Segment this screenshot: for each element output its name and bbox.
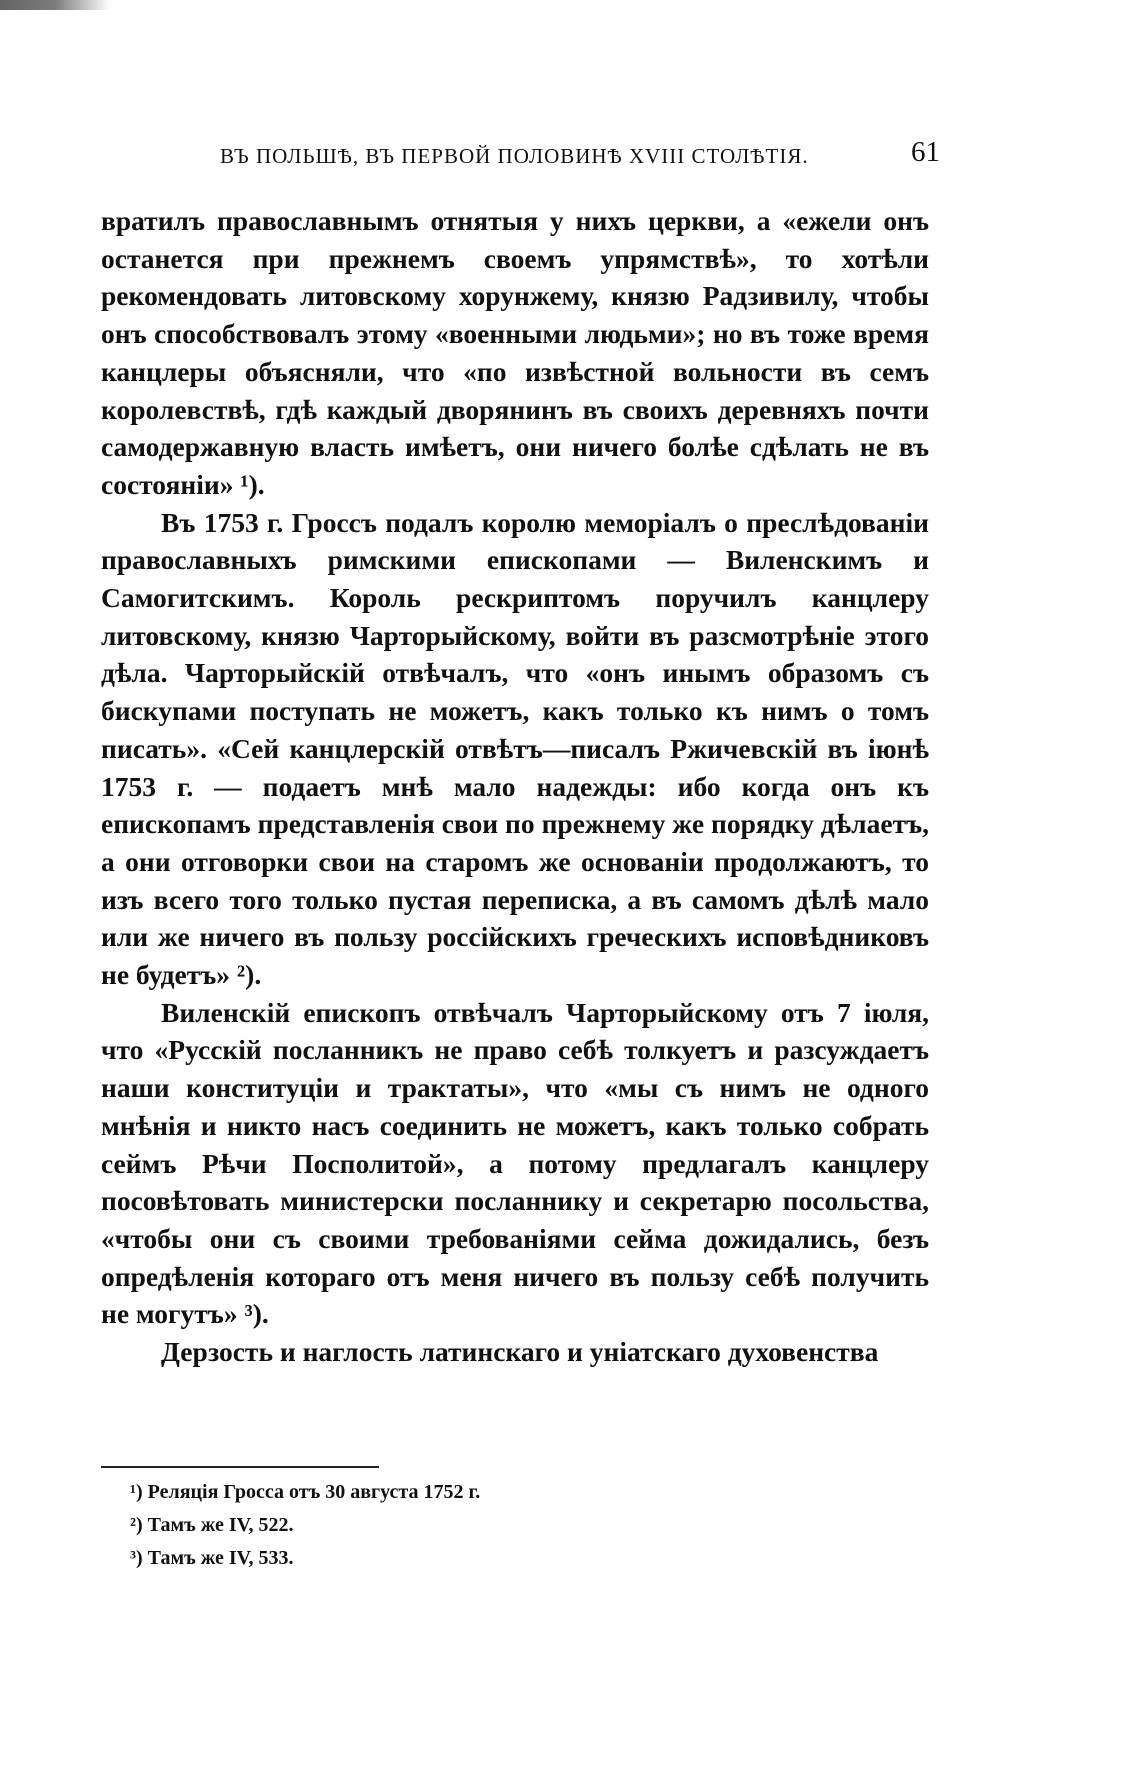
footnote: ²) Тамъ же IV, 522. [130,1514,294,1536]
scan-artifact [0,0,110,10]
running-header [220,136,940,176]
paragraph: Дерзость и наглость латинскаго и уніатскаго духовенства [161,1336,879,1368]
paragraph: Въ 1753 г. Гроссъ подалъ королю меморіалъ о преслѣдованіи православныхъ римскими епископами — Виленскимъ и Самогитскимъ. Король рескриптомъ поручилъ канцлеру литовскому, князю Чарторыйскому, войти въ разсмотрѣніе этого дѣла. Чарторыйскій отвѣчалъ, что «онъ инымъ образомъ съ бискупами поступать не можетъ, какъ только къ нимъ о томъ писать». «Сей канцлерскій отвѣтъ—писалъ Ржичевскій въ іюнѣ 1753 г. — подаетъ мнѣ мало надежды: ибо когда онъ къ епископамъ представленія свои по прежнему же порядку дѣлаетъ, а они отговорки свои на старомъ же основаніи продолжаютъ, то изъ всего того только пустая переписка, а въ самомъ дѣлѣ мало или же ничего въ пользу россійскихъ греческихъ исповѣдниковъ не будетъ» ²). [101,506,929,991]
footnotes [130,1476,890,1575]
footnote: ¹) Реляція Гросса отъ 30 августа 1752 г. [130,1481,481,1503]
page-number: 61 [911,136,940,168]
footnote: ³) Тамъ же IV, 533. [130,1547,294,1569]
body-text [101,202,929,1371]
running-title: ВЪ ПОЛЬШѢ, ВЪ ПЕРВОЙ ПОЛОВИНѢ XVIII СТОЛѢТІЯ. [220,144,809,168]
paragraph: Виленскій епископъ отвѣчалъ Чарторыйскому отъ 7 іюля, что «Русскій посланникъ не право себѣ толкуетъ и разсуждаетъ наши конституціи и трактаты», что «мы съ нимъ не одного мнѣнія и никто насъ соединить не можетъ, какъ только собрать сеймъ Рѣчи Посполитой», а потому предлагалъ канцлеру посовѣтовать министерски посланнику и секретарю посольства, «чтобы они съ своими требованіями сейма дожидались, безъ опредѣленія котораго отъ меня ничего въ пользу себѣ получить не могутъ» ³). [101,996,929,1330]
paragraph: вратилъ православнымъ отнятыя у нихъ церкви, а «ежели онъ останется при прежнемъ своемъ упрямствѣ», то хотѣли рекомендовать литовскому хорунжему, князю Радзивилу, чтобы онъ способствовалъ этому «военными людьми»; но въ тоже время канцлеры объясняли, что «по извѣстной вольности въ семъ королевствѣ, гдѣ каждый дворянинъ въ своихъ деревняхъ почти самодержавную власть имѣетъ, они ничего болѣе сдѣлать не въ состояніи» ¹). [101,205,929,500]
footnote-divider [101,1466,379,1468]
